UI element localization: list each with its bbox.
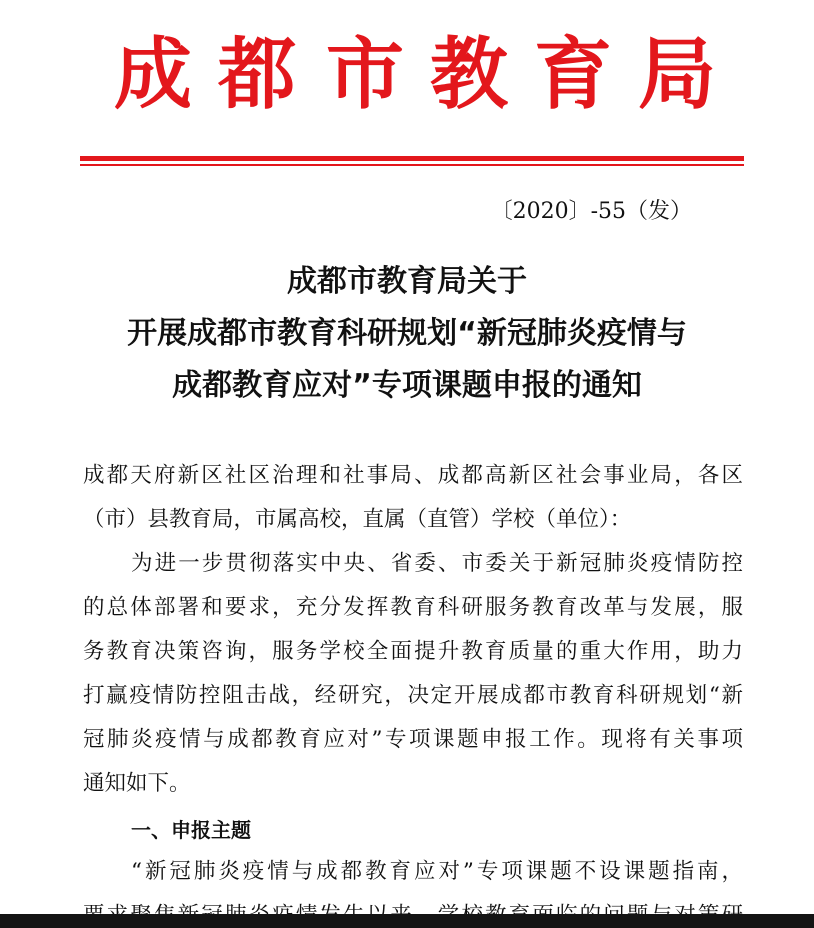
masthead-char: 都 [217,29,296,120]
section-heading: 一、申报主题 [131,818,251,842]
addressee-line: （市）县教育局，市属高校，直属（直管）学校（单位）： [83,507,632,532]
masthead-char: 市 [325,29,404,120]
document-title-line: 成都市教育局关于 [287,264,527,299]
paragraph-line: 打赢疫情防控阻击战，经研究，决定开展成都市教育科研规划“新 [83,683,743,708]
masthead-char: 局 [637,29,716,120]
document-title-line: 开展成都市教育科研规划“新冠肺炎疫情与 [127,316,687,351]
masthead-char: 育 [533,29,612,120]
paragraph-line: “新冠肺炎疫情与成都教育应对”专项课题不设课题指南， [131,859,743,884]
paragraph-line: 冠肺炎疫情与成都教育应对”专项课题申报工作。现将有关事项 [83,727,743,752]
masthead-char: 教 [429,29,508,120]
masthead [0,30,814,120]
paragraph-line: 为进一步贯彻落实中央、省委、市委关于新冠肺炎疫情防控 [131,551,743,576]
addressee-line: 成都天府新区社区治理和社事局、成都高新区社会事业局，各区 [83,463,743,488]
masthead-divider-thin [80,164,744,166]
paragraph-line: 通知如下。 [83,771,191,796]
paragraph-line: 的总体部署和要求，充分发挥教育科研服务教育改革与发展，服 [83,595,743,620]
masthead-divider-thick [80,156,744,161]
masthead-char: 成 [113,29,192,120]
paragraph-line: 务教育决策咨询，服务学校全面提升教育质量的重大作用，助力 [83,639,743,664]
document-title-line: 成都教育应对”专项课题申报的通知 [172,368,642,403]
document-number: 〔2020〕-55（发） [490,199,692,224]
viewer-bottom-bar [0,914,814,928]
